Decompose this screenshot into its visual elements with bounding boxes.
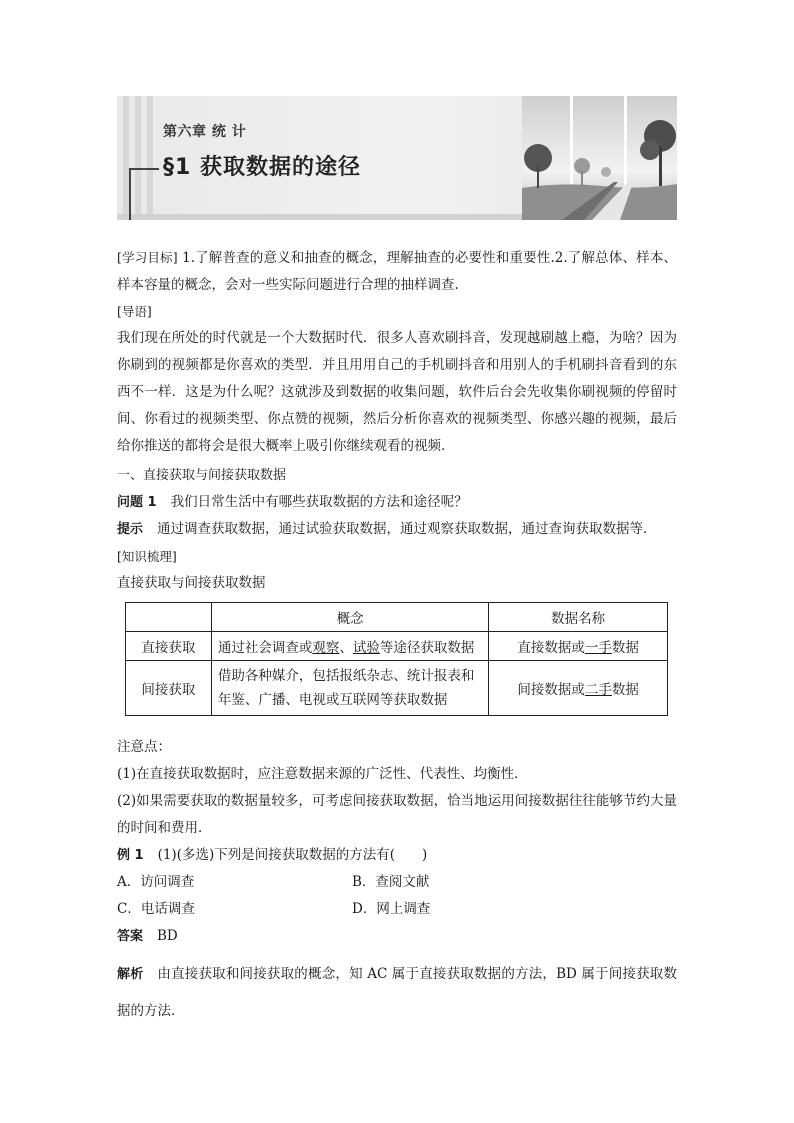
name-text: 数据 xyxy=(611,682,639,698)
example-label: 例 1 xyxy=(117,848,144,863)
analysis-label: 解析 xyxy=(117,967,144,982)
concept-underlined: 观察 xyxy=(312,640,340,656)
table-row xyxy=(126,632,668,661)
hint-text: 通过调查获取数据，通过试验获取数据，通过观察获取数据，通过查询获取数据等． xyxy=(157,521,657,537)
notes-title: 注意点： xyxy=(117,739,171,755)
table-header-cell: 数据名称 xyxy=(489,603,668,632)
name-text: 直接数据或 xyxy=(517,640,585,656)
example-1-stem xyxy=(117,842,677,869)
name-text: 数据 xyxy=(611,640,639,656)
option-b: B．查阅文献 xyxy=(352,874,430,890)
option-c: C．电话调查 xyxy=(117,901,195,917)
example-stem: (1)(多选)下列是间接获取数据的方法有( ) xyxy=(157,847,428,863)
intro-text: 我们现在所处的时代就是一个大数据时代．很多人喜欢刷抖音，发现越刷越上瘾，为啥？因为你刷到的视频都是你喜欢的类型．并且用用自己的手机刷抖音和用别人的手机刷抖音看到的东西不一样．这是为什么呢？这就涉及到数据的收集问题，软件后台会先收集你刷视频的停留时间、你看过的视频类型、你点赞的视频，然后分析你喜欢的视频类型、你感兴趣的视频，最后给你推送的都将会是很大概率上吸引你继续观看的视频． xyxy=(117,330,677,454)
table-header-cell: 概念 xyxy=(211,603,488,632)
note-item-2: (2)如果需要获取的数据量较多，可考虑间接获取数据，恰当地运用间接数据往往能够节约大量的时间和费用． xyxy=(117,793,677,836)
concept-text: 通过社会调查或 xyxy=(217,640,313,656)
option-d: D．网上调查 xyxy=(352,901,431,917)
section-heading: 一、直接获取与间接获取数据 xyxy=(117,468,287,483)
concept-underlined: 试验 xyxy=(352,640,380,656)
knowledge-tag xyxy=(117,543,677,571)
row-label: 直接获取 xyxy=(126,632,212,661)
row-data-name xyxy=(489,661,668,716)
question-label: 问题 1 xyxy=(117,495,157,510)
option-a: A．访问调查 xyxy=(117,874,195,890)
question-text: 我们日常生活中有哪些获取数据的方法和途径呢？ xyxy=(170,494,468,510)
answer xyxy=(117,923,677,950)
intro-tag-label: [导语] xyxy=(117,304,152,319)
table-header-cell xyxy=(126,603,212,632)
banner-stripe xyxy=(147,96,153,220)
banner-stripe xyxy=(135,96,141,220)
table-caption: 直接获取与间接获取数据 xyxy=(117,575,266,591)
name-underlined: 二手 xyxy=(584,682,612,698)
section-title: §1 获取数据的途径 xyxy=(163,155,361,180)
note-item-1: (1)在直接获取数据时，应注意数据来源的广泛性、代表性、均衡性． xyxy=(117,766,528,782)
concept-text: 等途径获取数据 xyxy=(379,640,475,656)
data-acquisition-table xyxy=(125,602,668,716)
name-text: 间接数据或 xyxy=(517,682,585,698)
row-label: 间接获取 xyxy=(126,661,212,716)
concept-text: 、 xyxy=(339,640,353,656)
landscape-photo xyxy=(522,96,677,220)
row-concept: 借助各种媒介，包括报纸杂志、统计报表和年鉴、广播、电视或互联网等获取数据 xyxy=(211,661,488,716)
row-concept xyxy=(211,632,488,661)
banner-bottom-bar xyxy=(117,214,522,220)
answer-value: BD xyxy=(157,928,178,944)
hint-label: 提示 xyxy=(117,522,144,537)
learning-objectives xyxy=(117,244,677,299)
analysis xyxy=(117,956,677,1029)
objectives-text: 1.了解普查的意义和抽查的概念，理解抽查的必要性和重要性.2.了解总体、样本、样本容量的概念，会对一些实际问题进行合理的抽样调查. xyxy=(117,250,677,293)
hint xyxy=(117,516,677,543)
row-data-name xyxy=(489,632,668,661)
knowledge-tag-label: [知识梳理] xyxy=(117,549,177,564)
title-bracket xyxy=(129,168,131,220)
name-underlined: 一手 xyxy=(584,640,612,656)
question-1 xyxy=(117,489,677,516)
intro-tag xyxy=(117,298,677,326)
answer-label: 答案 xyxy=(117,929,144,944)
chapter-label: 第六章 统 计 xyxy=(163,124,247,140)
chapter-banner xyxy=(117,96,677,220)
table-row xyxy=(126,661,668,716)
table-header-row xyxy=(126,603,668,632)
objectives-tag: [学习目标] xyxy=(117,250,178,265)
analysis-text: 由直接获取和间接获取的概念，知 AC 属于直接获取数据的方法，BD 属于间接获取数据的方法． xyxy=(117,966,677,1019)
title-bracket xyxy=(129,168,159,170)
